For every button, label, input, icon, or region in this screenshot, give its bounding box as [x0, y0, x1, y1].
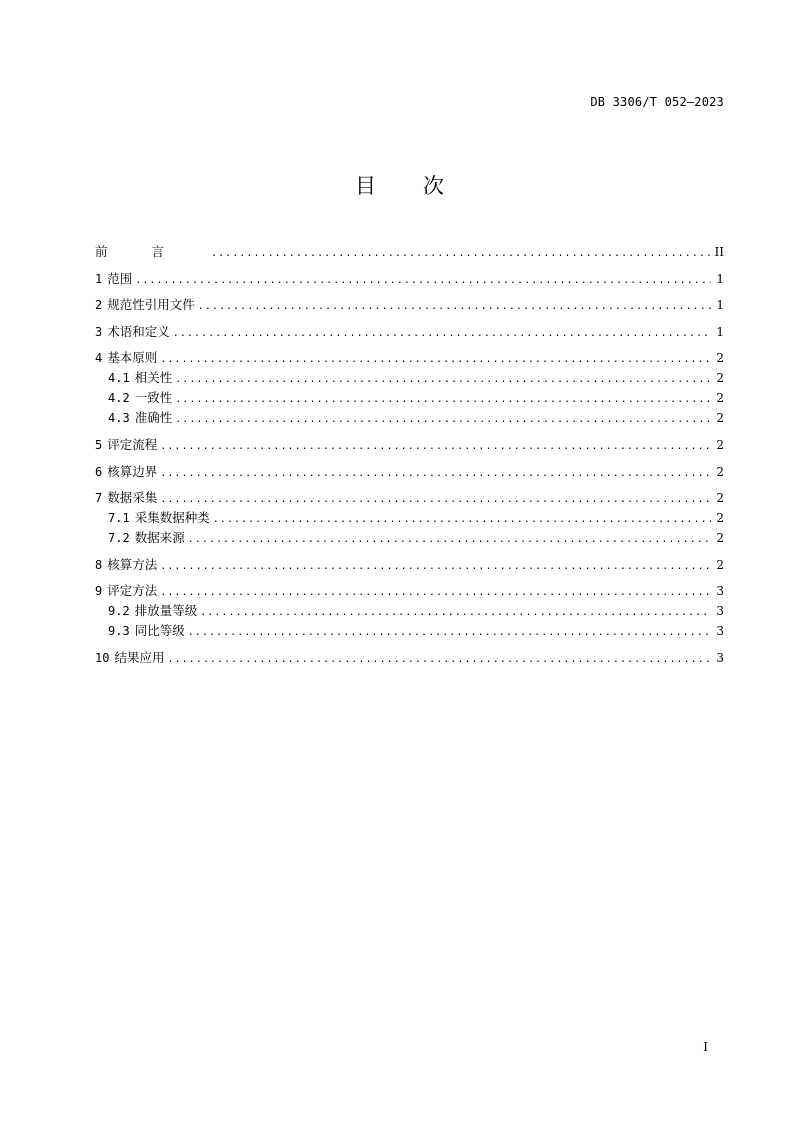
toc-entry-page: II [714, 245, 724, 259]
toc-entry-page: 2 [716, 531, 724, 546]
toc-entry-page: 3 [716, 584, 724, 599]
toc-entry-number: 9.3 [108, 624, 130, 639]
toc-entry-number: 9 [95, 584, 103, 599]
toc-dot-leader [213, 510, 712, 530]
toc-entry-label: 术语和定义 [107, 323, 170, 339]
toc-entry-page: 2 [716, 391, 724, 406]
toc-entry-number: 4.2 [108, 391, 130, 406]
toc-entry-label: 核算方法 [107, 556, 158, 572]
toc-dot-leader [173, 324, 712, 344]
toc-entry[interactable] [95, 322, 724, 342]
toc-entry-number: 4.1 [108, 371, 130, 386]
toc-entry-label: 范围 [107, 270, 133, 286]
toc-entry-number: 4 [95, 351, 103, 366]
toc-entry[interactable] [95, 555, 724, 575]
toc-entry-label: 评定流程 [107, 436, 158, 452]
toc-entry-number: 4.3 [108, 411, 130, 426]
toc-entry-page: 2 [716, 371, 724, 386]
toc-entry-number: 10 [95, 650, 110, 665]
toc-entry[interactable] [95, 601, 724, 621]
toc-entry-label: 前言 [95, 244, 209, 259]
toc-entry[interactable] [95, 368, 724, 388]
toc-entry[interactable] [95, 269, 724, 289]
toc-entry-label: 采集数据种类 [134, 510, 210, 526]
toc-entry-number: 5 [95, 437, 103, 452]
toc-entry-number: 1 [95, 271, 103, 286]
toc-entry[interactable] [95, 648, 724, 668]
toc-entry[interactable] [95, 435, 724, 455]
toc-dot-leader [198, 297, 712, 317]
toc-entry-label: 核算边界 [107, 463, 158, 479]
toc-entry[interactable] [95, 295, 724, 315]
toc-entry[interactable] [95, 488, 724, 508]
page-number: I [703, 1040, 708, 1054]
toc-entry-label: 准确性 [134, 410, 173, 426]
toc-entry-page: 3 [716, 604, 724, 619]
toc-entry-page: 1 [716, 271, 724, 286]
toc-entry[interactable] [95, 508, 724, 528]
toc-entry[interactable] [95, 348, 724, 368]
toc-dot-leader [175, 410, 711, 430]
standard-code: DB 3306/T 052—2023 [590, 95, 724, 109]
toc-entry-page: 2 [716, 351, 724, 366]
toc-entry-label: 一致性 [134, 390, 173, 406]
toc-dot-leader [160, 557, 711, 577]
toc-entry[interactable] [95, 408, 724, 428]
toc-entry-page: 2 [716, 557, 724, 572]
toc-entry-number: 7.1 [108, 511, 130, 526]
toc-entry-label: 排放量等级 [134, 603, 198, 619]
table-of-contents [95, 242, 724, 668]
toc-entry-label: 数据来源 [134, 530, 185, 546]
toc-dot-leader [188, 623, 712, 643]
toc-entry-page: 3 [716, 650, 724, 665]
toc-dot-leader [175, 370, 711, 390]
toc-title [0, 170, 800, 200]
toc-entry[interactable] [95, 388, 724, 408]
toc-entry-label: 评定方法 [107, 583, 158, 599]
toc-dot-leader [160, 464, 711, 484]
toc-entry-label: 相关性 [134, 370, 173, 386]
toc-entry-page: 3 [716, 624, 724, 639]
toc-entry-number: 2 [95, 298, 103, 313]
toc-entry-number: 7 [95, 491, 103, 506]
toc-entry-number: 9.2 [108, 604, 130, 619]
toc-entry-number: 3 [95, 324, 103, 339]
toc-dot-leader [167, 650, 711, 670]
toc-entry-number: 8 [95, 557, 103, 572]
toc-entry-page: 2 [716, 511, 724, 526]
toc-entry-label: 基本原则 [107, 350, 158, 366]
toc-dot-leader [175, 390, 711, 410]
toc-dot-leader [160, 583, 711, 603]
toc-entry-page: 2 [716, 411, 724, 426]
toc-entry[interactable] [95, 242, 724, 262]
toc-title-char: 次 [423, 174, 445, 198]
toc-entry[interactable] [95, 621, 724, 641]
toc-entry-number: 7.2 [108, 531, 130, 546]
toc-dot-leader [160, 350, 711, 370]
toc-dot-leader [211, 244, 710, 264]
toc-entry-page: 2 [716, 437, 724, 452]
toc-entry[interactable] [95, 462, 724, 482]
toc-entry-label: 结果应用 [114, 649, 165, 665]
toc-entry-number: 6 [95, 464, 103, 479]
toc-entry-label: 同比等级 [134, 623, 185, 639]
toc-entry-page: 1 [716, 324, 724, 339]
toc-entry-label: 数据采集 [107, 490, 158, 506]
toc-entry[interactable] [95, 581, 724, 601]
toc-dot-leader [160, 490, 711, 510]
toc-entry-page: 2 [716, 491, 724, 506]
toc-dot-leader [188, 530, 712, 550]
toc-entry-page: 1 [716, 298, 724, 313]
toc-title-char: 目 [355, 174, 377, 198]
toc-entry-label: 规范性引用文件 [107, 297, 195, 313]
toc-entry-page: 2 [716, 464, 724, 479]
toc-dot-leader [200, 603, 711, 623]
toc-dot-leader [135, 271, 711, 291]
toc-dot-leader [160, 437, 711, 457]
toc-entry[interactable] [95, 528, 724, 548]
